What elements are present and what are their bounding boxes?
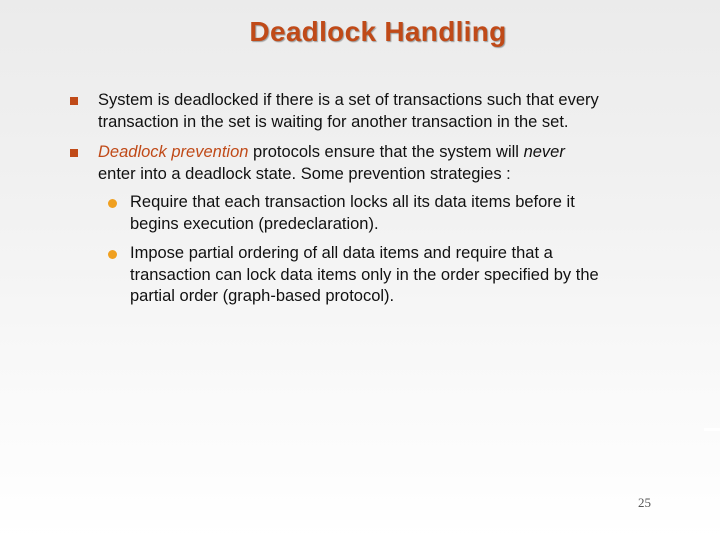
edge-mark	[704, 428, 720, 431]
sub-bullet-1	[130, 192, 575, 235]
square-bullet-icon	[70, 149, 78, 157]
bullet-2	[98, 142, 565, 185]
bullet-2-line-2: enter into a deadlock state. Some prevention strategies :	[98, 164, 511, 183]
bullet-1-line-1: System is deadlocked if there is a set of transactions such that every	[98, 91, 599, 109]
never-emphasis: never	[523, 143, 565, 161]
circle-bullet-icon	[108, 199, 117, 208]
page-number: 25	[638, 495, 651, 510]
square-bullet-icon	[70, 97, 78, 105]
sub-bullet-1-line-2: begins execution (predeclaration).	[130, 214, 379, 233]
bullet-1-line-2: transaction in the set is waiting for another transaction in the set.	[98, 112, 569, 131]
bullet-2-text: protocols ensure that the system will	[248, 143, 524, 161]
bullet-2-line-1	[98, 142, 565, 164]
circle-bullet-icon	[108, 250, 117, 259]
sub-bullet-2-line-2: transaction can lock data items only in the order specified by the	[130, 265, 599, 284]
sub-bullet-1-line-1: Require that each transaction locks all its data items before it	[130, 193, 575, 211]
deadlock-prevention-term: Deadlock prevention	[98, 143, 249, 161]
slide-title: Deadlock Handling	[249, 16, 507, 47]
sub-bullet-2	[130, 243, 599, 308]
sub-bullet-2-line-1: Impose partial ordering of all data items and require that a	[130, 244, 553, 262]
bullet-1	[98, 90, 599, 133]
sub-bullet-2-line-3: partial order (graph-based protocol).	[130, 287, 395, 305]
